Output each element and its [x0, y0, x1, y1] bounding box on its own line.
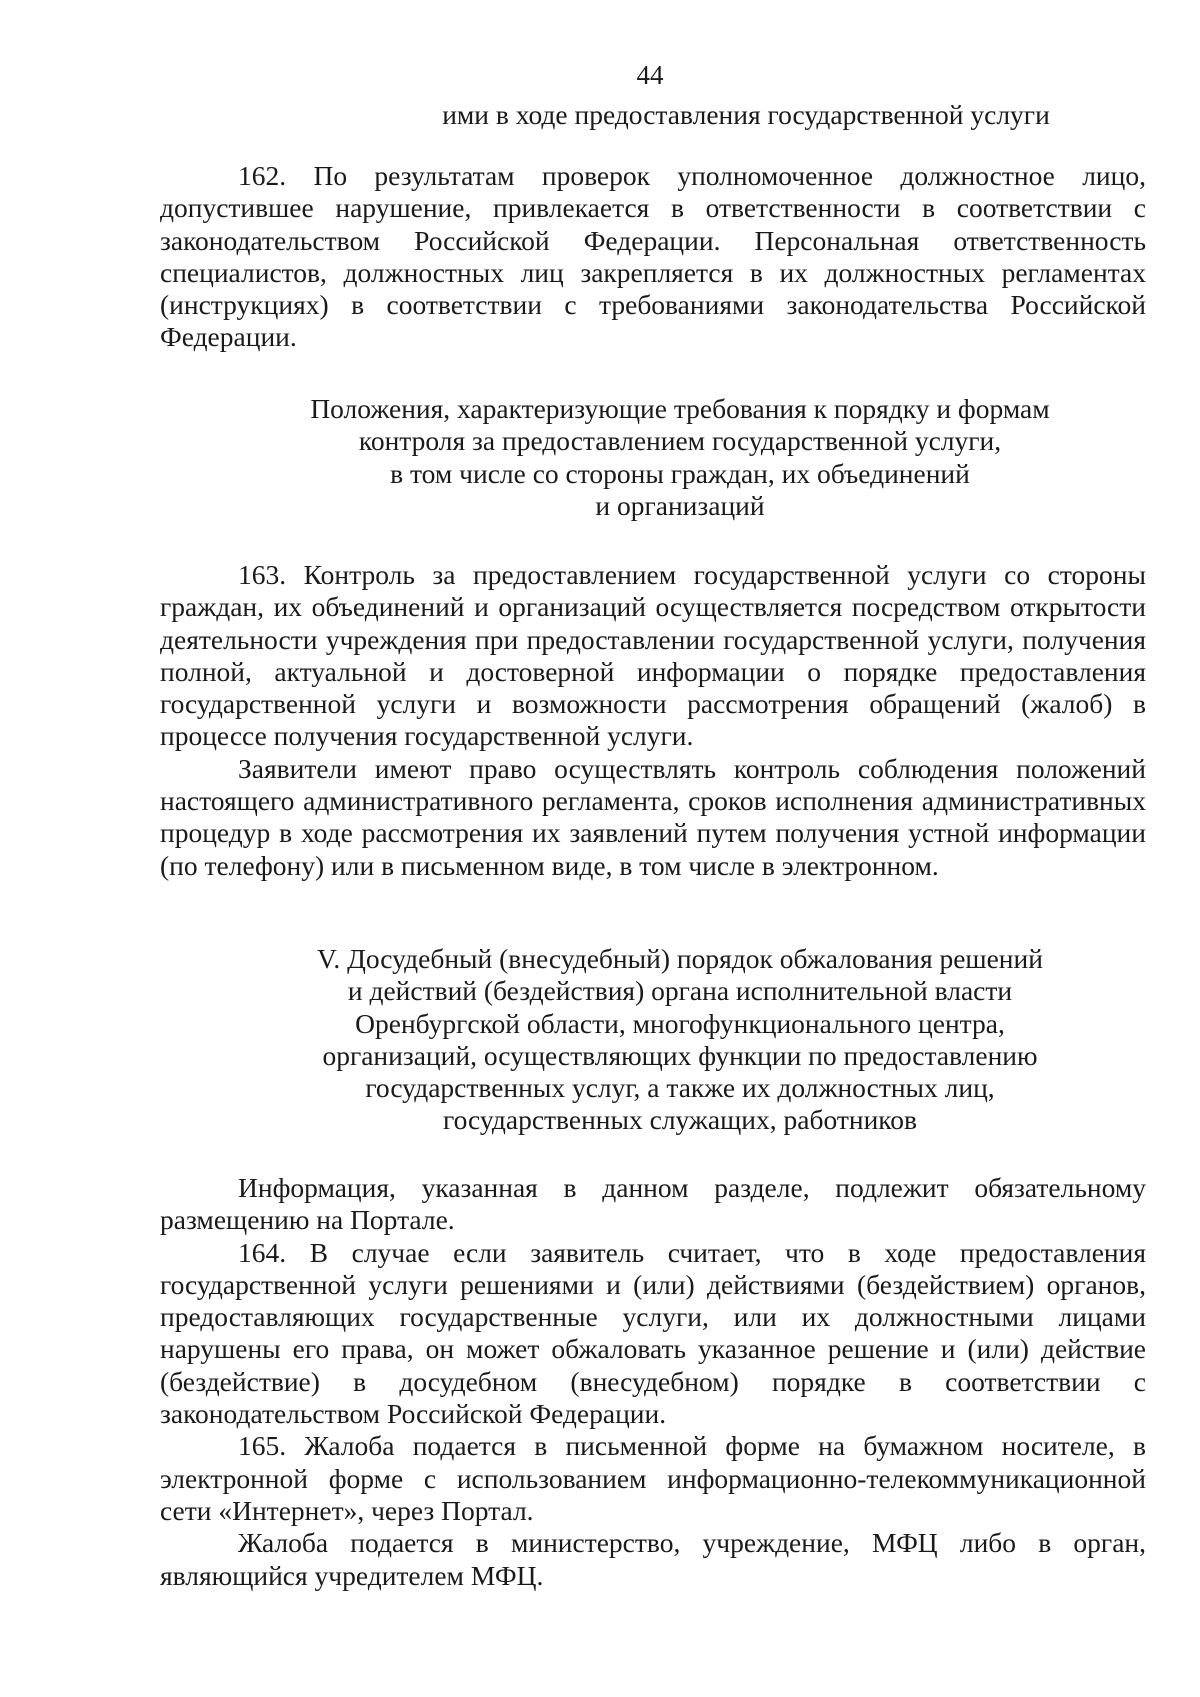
heading-line: Положения, характеризующие требования к порядку и формам — [310, 393, 1050, 424]
page-number: 44 — [636, 60, 664, 90]
paragraph-163: 163. Контроль за предоставлением государственной услуги со стороны граждан, их объединений и организаций осуществляется посредством открытости деятельности учреждения при предоставлении государственной услуги, получения полной, актуальной и достоверной информации о порядке предоставления государственной услуги и возможности рассмотрения обращений (жалоб) в процессе получения государственной услуги. — [160, 559, 1146, 752]
paragraph-162: 162. По результатам проверок уполномоченное должностное лицо, допустившее нарушение, привлекается в ответственности в соответствии с законодательством Российской Федерации. Персональная ответственность специалистов, должностных лиц закрепляется в их должностных регламентах (инструкциях) в соответствии с требованиями законодательства Российской Федерации. — [160, 160, 1146, 353]
section-v-body — [160, 1172, 1146, 1592]
paragraph-165-complaint: Жалоба подается в министерство, учреждение, МФЦ либо в орган, являющийся учредителем МФЦ. — [160, 1527, 1146, 1591]
heading-line: Оренбургской области, многофункционального центра, — [355, 1007, 1005, 1039]
section-heading-control — [280, 393, 1080, 522]
paragraph-164: 164. В случае если заявитель считает, что в ходе предоставления государственной услуги решениями и (или) действиями (бездействием) органов, предоставляющих государственные услуги, или их должностными лицами нарушены его права, он может обжаловать указанное решение и (или) действие (бездействие) в досудебном (внесудебном) порядке в соответствии с законодательством Российской Федерации. — [160, 1236, 1146, 1430]
section-heading-v — [280, 943, 1080, 1137]
heading-line: и организаций — [595, 489, 765, 521]
heading-line: контроля за предоставлением государственной услуги, — [358, 425, 1002, 457]
heading-line: в том числе со стороны граждан, их объединений — [390, 457, 970, 489]
heading-line: организаций, осуществляющих функции по предоставлению — [322, 1039, 1038, 1071]
continuation-line: ими в ходе предоставления государственной услуги — [442, 99, 1050, 130]
paragraph-163-applicants: Заявители имеют право осуществлять контроль соблюдения положений настоящего административного регламента, сроков исполнения административных процедур в ходе рассмотрения их заявлений путем получения устной информации (по телефону) или в письменном виде, в том числе в электронном. — [160, 752, 1146, 881]
heading-line: государственных услуг, а также их должностных лиц, — [365, 1072, 995, 1104]
heading-line: и действий (бездействия) органа исполнительной власти — [347, 975, 1013, 1007]
heading-line: государственных служащих, работников — [442, 1104, 918, 1136]
section-163 — [160, 559, 1146, 882]
heading-line: V. Досудебный (внесудебный) порядок обжалования решений — [317, 943, 1043, 974]
paragraph-165: 165. Жалоба подается в письменной форме на бумажном носителе, в электронной форме с использованием информационно-телекоммуникационной сети «Интернет», через Портал. — [160, 1430, 1146, 1526]
paragraph-info: Информация, указанная в данном разделе, подлежит обязательному размещению на Портале. — [160, 1172, 1146, 1236]
